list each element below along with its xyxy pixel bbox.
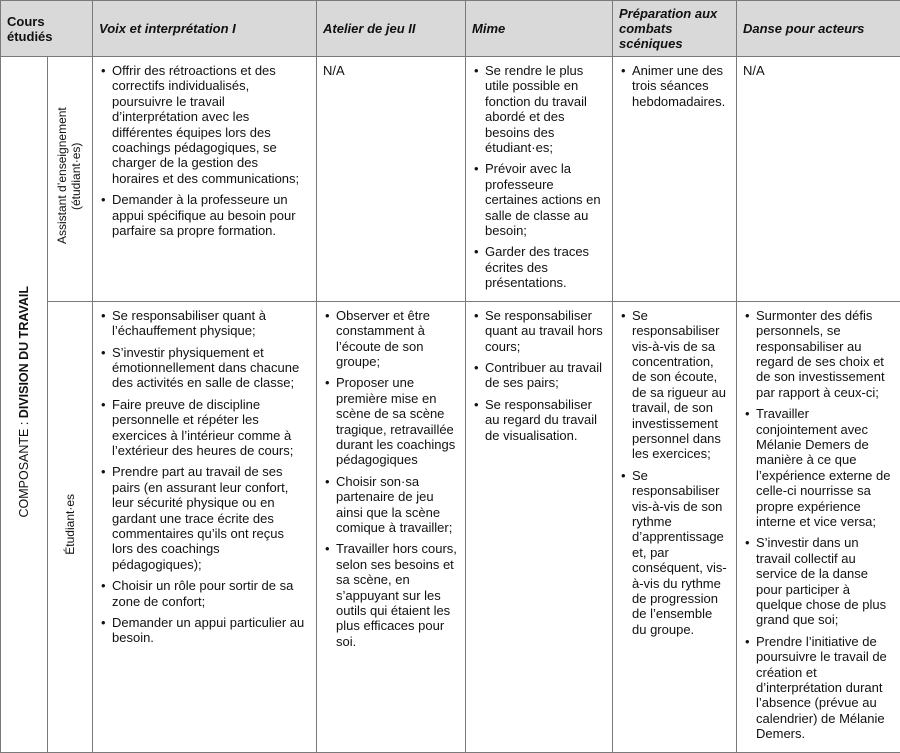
list-item: • Faire preuve de discipline personnelle et répéter les exercices à l’intérieur comme à l’extérieur des heures de cours; (99, 397, 308, 459)
list-item: • S’investir physiquement et émotionnellement dans chacune des activités en salle de classe; (99, 345, 308, 391)
list-item: • Choisir son·sa partenaire de jeu ainsi que la scène comique à travailler; (323, 474, 457, 536)
list-item: • Garder des traces écrites des présentations. (472, 244, 604, 290)
table-cell (93, 57, 317, 302)
list-item: • Offrir des rétroactions et des correctifs individualisés, poursuivre le travail d’interprétation avec les différentes équipes lors des coachings pédagogiques, se charger de la gestion des horaires et des communications; (99, 63, 308, 186)
list-item: • Se responsabiliser vis-à-vis de son rythme d’apprentissage et, par conséquent, vis-à-vis du rythme de progression de l’ensemble du groupe. (619, 468, 728, 637)
table-cell: N/A (317, 57, 466, 302)
header-course: Atelier de jeu II (317, 1, 466, 57)
table-cell (737, 301, 900, 752)
list-item: • Se responsabiliser vis-à-vis de sa concentration, de son écoute, de sa rigueur au travail, de son investissement personnel dans les exercices; (619, 308, 728, 462)
table-cell (613, 301, 737, 752)
list-item: • Animer une des trois séances hebdomadaires. (619, 63, 728, 109)
list-item: • Demander à la professeure un appui spécifique au besoin pour parfaire sa propre formation. (99, 192, 308, 238)
table-cell: N/A (737, 57, 900, 302)
list-item: • Contribuer au travail de ses pairs; (472, 360, 604, 391)
list-item: • Se responsabiliser quant au travail hors cours; (472, 308, 604, 354)
list-item: • Travailler conjointement avec Mélanie Demers de manière à ce que l’expérience externe de celle-ci nourrisse sa propre expérience interne et vice versa; (743, 406, 892, 529)
list-item: • Prendre l’initiative de poursuivre le travail de création et d’interprétation durant l’absence (prévue au calendrier) de Mélanie Demers. (743, 634, 892, 742)
header-courses-label: Cours étudiés (1, 1, 93, 57)
header-course: Préparation aux combats scéniques (613, 1, 737, 57)
list-item: • Demander un appui particulier au besoin. (99, 615, 308, 646)
table-row (1, 57, 900, 302)
row-label: Étudiant·es (63, 494, 77, 555)
row-label-cell (48, 301, 93, 752)
table-cell (317, 301, 466, 752)
list-item: • Se responsabiliser quant à l’échauffement physique; (99, 308, 308, 339)
header-course: Voix et interprétation I (93, 1, 317, 57)
list-item: • Surmonter des défis personnels, se responsabiliser au regard de ses choix et de son investissement par rapport à ceux-ci; (743, 308, 892, 400)
list-item: • Observer et être constamment à l’écoute de son groupe; (323, 308, 457, 370)
list-item: • Choisir un rôle pour sortir de sa zone de confort; (99, 578, 308, 609)
component-label: COMPOSANTE : DIVISION DU TRAVAIL (17, 286, 31, 518)
list-item: • Prendre part au travail de ses pairs (en assurant leur confort, leur sécurité physique ou en gardant une trace écrite des commentaires qu’ils ont reçus lors des coachings pédagogiques); (99, 464, 308, 572)
list-item: • Prévoir avec la professeure certaines actions en salle de classe au besoin; (472, 161, 604, 238)
list-item: • Se responsabiliser au regard du travail de visualisation. (472, 397, 604, 443)
list-item: • Se rendre le plus utile possible en fonction du travail abordé et des besoins des étudiant·es; (472, 63, 604, 155)
header-course: Mime (466, 1, 613, 57)
table-cell (466, 57, 613, 302)
header-course: Danse pour acteurs (737, 1, 900, 57)
row-label: Assistant d’enseignement (étudiant·es) (55, 91, 85, 261)
table-cell (466, 301, 613, 752)
table-row (1, 301, 900, 752)
list-item: • S’investir dans un travail collectif au service de la danse pour participer à quelque chose de plus grand que soi; (743, 535, 892, 627)
header-row (1, 1, 900, 57)
row-label-cell (48, 57, 93, 302)
list-item: • Proposer une première mise en scène de sa scène tragique, retravaillée durant les coachings pédagogiques (323, 375, 457, 467)
table-cell (613, 57, 737, 302)
component-cell (1, 57, 48, 753)
list-item: • Travailler hors cours, selon ses besoins et sa scène, en s’appuyant sur les outils qui étaient les plus efficaces pour soi. (323, 541, 457, 649)
table-cell (93, 301, 317, 752)
